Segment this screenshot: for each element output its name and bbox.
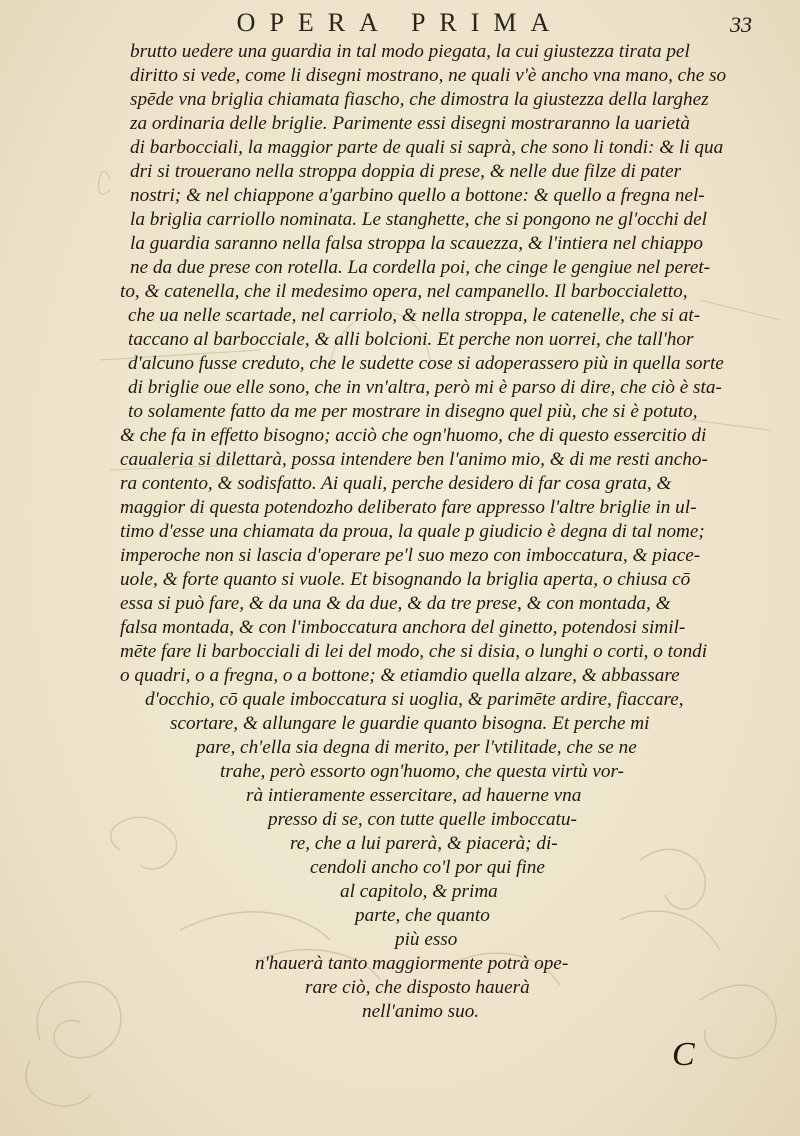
text-line: la briglia carriollo nominata. Le stanghette, che si pongono ne gl'occhi del [130,209,708,230]
text-line: rare ciò, che disposto hauerà [305,977,530,998]
text-line: re, che a lui parerà, & piacerà; di- [290,833,558,854]
text-line: la guardia saranno nella falsa stroppa la scauezza, & l'intiera nel chiappo [130,233,703,254]
running-head: OPERA PRIMA [236,8,564,37]
text-line: brutto uedere una guardia in tal modo piegata, la cui giustezza tirata pel [130,41,690,62]
text-line: diritto si vede, come li disegni mostrano, ne quali v'è ancho vna mano, che so [130,65,727,86]
text-line: za ordinaria delle briglie. Parimente essi disegni mostraranno la uarietà [130,113,690,134]
text-line: d'occhio, cō quale imboccatura si uoglia, & parimēte ardire, fiaccare, [145,689,684,710]
text-line: dri si trouerano nella stroppa doppia di prese, & nelle due filze di pater [130,161,682,182]
page-number: 33 [730,12,752,37]
catchword: C [672,1036,695,1073]
text-line: to solamente fatto da me per mostrare in disegno quel più, che si è potuto, [128,401,698,422]
text-line: to, & catenella, che il medesimo opera, nel campanello. Il barboccialetto, [120,281,688,302]
text-line: maggior di questa potendozho deliberato fare appresso l'altre briglie in ul- [120,497,697,518]
text-line: al capitolo, & prima [340,881,498,902]
text-line: mēte fare li barbocciali di lei del modo, che si disia, o lunghi o corti, o tondi [120,641,708,662]
text-line: trahe, però essorto ogn'huomo, che questa virtù vor- [220,761,624,782]
text-line: scortare, & allungare le guardie quanto bisogna. Et perche mi [170,713,650,734]
text-line: n'hauerà tanto maggiormente potrà ope- [255,953,569,974]
text-line: nostri; & nel chiappone a'garbino quello a bottone: & quello a fregna nel- [130,185,705,206]
text-line: caualeria si dilettarà, possa intendere ben l'animo mio, & di me resti ancho- [120,449,708,470]
text-line: d'alcuno fusse creduto, che le sudette cose si adoperassero più in quella sorte [128,353,724,374]
text-line: di barbocciali, la maggior parte de quali si saprà, che sono li tondi: & li qua [130,137,724,158]
text-line: spēde vna briglia chiamata fiascho, che dimostra la giustezza della larghez [130,89,709,110]
text-line: parte, che quanto [355,905,490,926]
text-line: presso di se, con tutte quelle imboccatu- [268,809,577,830]
text-line: nell'animo suo. [362,1001,480,1022]
text-line: pare, ch'ella sia degna di merito, per l'vtilitade, che se ne [196,737,637,758]
text-line: timo d'esse una chiamata da proua, la quale p giudicio è degna di tal nome; [120,521,705,542]
text-line: o quadri, o a fregna, o a bottone; & etiamdio quella alzare, & abbassare [120,665,680,686]
text-line: più esso [395,929,458,950]
text-line: rà intieramente essercitare, ad hauerne vna [246,785,582,806]
text-line: cendoli ancho co'l por qui fine [310,857,545,878]
text-line: falsa montada, & con l'imboccatura anchora del ginetto, potendosi simil- [120,617,686,638]
text-line: taccano al barbocciale, & alli bolcioni. Et perche non uorrei, che tall'hor [128,329,694,350]
text-line: ra contento, & sodisfatto. Ai quali, perche desidero di far cosa grata, & [120,473,672,494]
text-line: di briglie oue elle sono, che in vn'altra, però mi è parso di dire, che ciò è sta- [128,377,722,398]
text-line: imperoche non si lascia d'operare pe'l suo mezo con imboccatura, & piace- [120,545,701,566]
text-line: uole, & forte quanto si vuole. Et bisognando la briglia aperta, o chiusa cō [120,569,691,590]
text-line: che ua nelle scartade, nel carriolo, & nella stroppa, le catenelle, che si at- [128,305,701,326]
text-line: ne da due prese con rotella. La cordella poi, che cinge le gengiue nel peret- [130,257,711,278]
text-line: essa si può fare, & da una & da due, & da tre prese, & con montada, & [120,593,671,614]
text-line: & che fa in effetto bisogno; acciò che ogn'huomo, che di questo essercitio di [120,425,707,446]
